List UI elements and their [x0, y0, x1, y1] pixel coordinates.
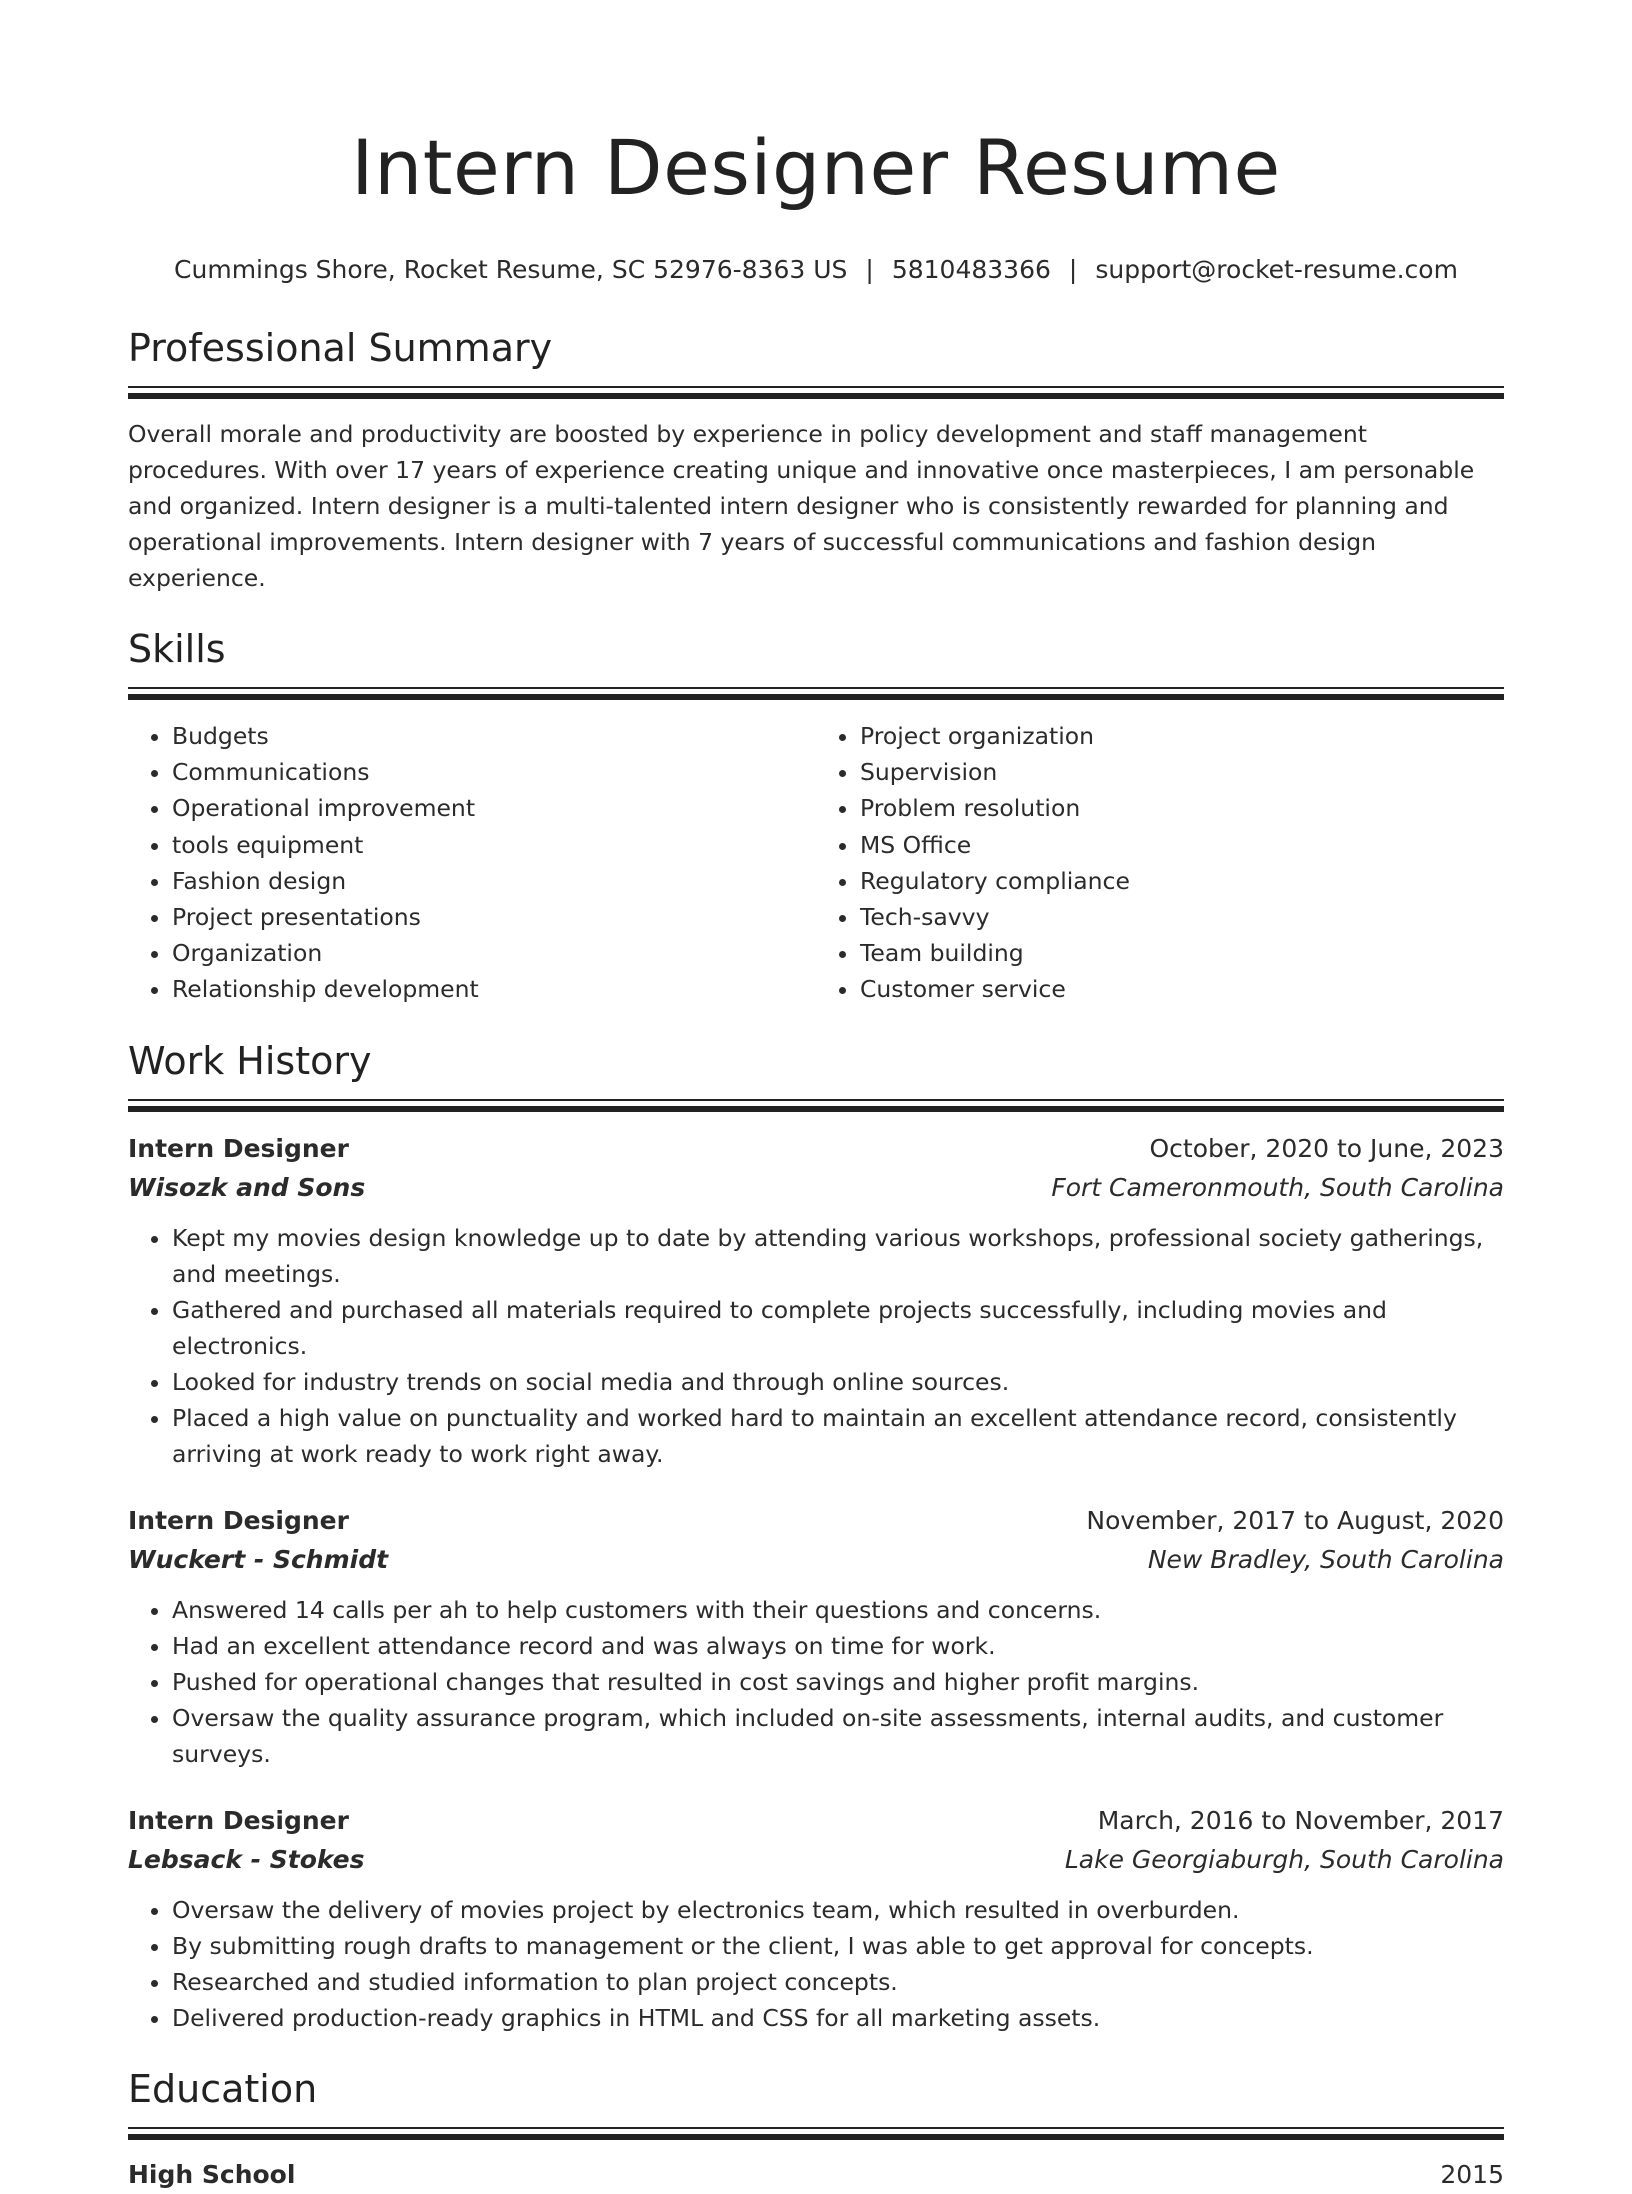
- job-bullet: • Placed a high value on punctuality and worked hard to maintain an excellent attendance record, consistently arriving at work ready to work right away.: [172, 1400, 1504, 1472]
- skill-item: • Problem resolution: [860, 790, 1504, 826]
- section-heading-education: Education: [128, 2066, 318, 2111]
- job-bullet: • Gathered and purchased all materials required to complete projects successfully, including movies and electronics.: [172, 1292, 1504, 1364]
- job-bullet: • Kept my movies design knowledge up to date by attending various workshops, professional society gatherings, and meetings.: [172, 1220, 1504, 1292]
- resume-title: Intern Designer Resume: [351, 123, 1281, 212]
- job-header-row: [128, 1130, 1504, 1168]
- job-bullet: • Looked for industry trends on social media and through online sources.: [172, 1364, 1504, 1400]
- job-bullets: [128, 1592, 1504, 1772]
- skills-list-right: [816, 718, 1504, 1008]
- section-divider: [128, 2127, 1504, 2140]
- section-divider: [128, 386, 1504, 399]
- skill-item: • Supervision: [860, 754, 1504, 790]
- summary-text: Overall morale and productivity are boosted by experience in policy development and staff management procedures. With over 17 years of experience creating unique and innovative once masterpieces, I am personable and organized. Intern designer is a multi-talented intern designer who is consistently rewarded for planning and operational improvements. Intern designer with 7 years of successful communications and fashion design experience.: [128, 420, 1475, 592]
- skill-item: • Project presentations: [172, 899, 816, 935]
- education-section: [128, 2064, 1504, 2194]
- section-heading-skills: Skills: [128, 627, 226, 671]
- job-bullet: • Researched and studied information to plan project concepts.: [172, 1964, 1504, 2000]
- job-company: Wisozk and Sons: [128, 1172, 366, 1202]
- job-title: Intern Designer: [128, 1133, 349, 1163]
- job-bullet: • By submitting rough drafts to management or the client, I was able to get approval for concepts.: [172, 1928, 1504, 1964]
- job-entry: [128, 1802, 1504, 2036]
- education-school: High School: [128, 2159, 296, 2189]
- contact-separator: |: [865, 255, 874, 284]
- section-heading-summary: Professional Summary: [128, 326, 553, 370]
- job-bullet: • Had an excellent attendance record and was always on time for work.: [172, 1628, 1504, 1664]
- job-entry: [128, 1130, 1504, 1472]
- job-bullet: • Oversaw the quality assurance program, which included on-site assessments, internal audits, and customer surveys.: [172, 1700, 1504, 1772]
- job-company: Wuckert - Schmidt: [128, 1544, 389, 1574]
- contact-email: support@rocket-resume.com: [1095, 255, 1458, 284]
- job-company-row: [128, 1540, 1504, 1580]
- contact-separator: |: [1068, 255, 1078, 284]
- job-bullet: • Pushed for operational changes that resulted in cost savings and higher profit margins.: [172, 1664, 1504, 1700]
- job-bullet: • Answered 14 calls per ah to help customers with their questions and concerns.: [172, 1592, 1504, 1628]
- job-dates: November, 2017 to August, 2020: [1086, 1505, 1504, 1535]
- job-dates: March, 2016 to November, 2017: [1097, 1805, 1504, 1835]
- job-location: Fort Cameronmouth, South Carolina: [1051, 1172, 1504, 1202]
- skill-item: • Operational improvement: [172, 790, 816, 826]
- job-title: Intern Designer: [128, 1505, 349, 1535]
- skill-item: • Tech-savvy: [860, 899, 1504, 935]
- job-company: Lebsack - Stokes: [128, 1844, 365, 1874]
- job-bullet: • Delivered production-ready graphics in HTML and CSS for all marketing assets.: [172, 2000, 1504, 2036]
- section-divider: [128, 1099, 1504, 1112]
- contact-address: Cummings Shore, Rocket Resume, SC 52976-8363 US: [174, 255, 848, 284]
- skill-item: • Communications: [172, 754, 816, 790]
- job-header-row: [128, 1502, 1504, 1540]
- skills-section: [128, 624, 1504, 1008]
- job-header-row: [128, 1802, 1504, 1840]
- education-year: 2015: [1440, 2159, 1504, 2189]
- job-location: New Bradley, South Carolina: [1147, 1544, 1504, 1574]
- section-divider: [128, 687, 1504, 700]
- section-heading-work-history: Work History: [128, 1038, 372, 1083]
- skill-item: • MS Office: [860, 827, 1504, 863]
- skill-item: • Budgets: [172, 718, 816, 754]
- job-bullets: [128, 1892, 1504, 2036]
- skills-list-left: [128, 718, 816, 1008]
- job-dates: October, 2020 to June, 2023: [1149, 1133, 1504, 1163]
- education-row: [128, 2156, 1504, 2194]
- skills-columns: [128, 718, 1504, 1008]
- skill-item: • Team building: [860, 935, 1504, 971]
- work-history-section: [128, 1036, 1504, 2036]
- skill-item: • tools equipment: [172, 827, 816, 863]
- job-bullets: [128, 1220, 1504, 1472]
- job-bullet: • Oversaw the delivery of movies project by electronics team, which resulted in overburden.: [172, 1892, 1504, 1928]
- skill-item: • Regulatory compliance: [860, 863, 1504, 899]
- job-title: Intern Designer: [128, 1805, 349, 1835]
- contact-line: [128, 252, 1504, 288]
- job-entry: [128, 1502, 1504, 1772]
- skill-item: • Project organization: [860, 718, 1504, 754]
- job-company-row: [128, 1840, 1504, 1880]
- skill-item: • Organization: [172, 935, 816, 971]
- skill-item: • Relationship development: [172, 971, 816, 1007]
- skill-item: • Fashion design: [172, 863, 816, 899]
- contact-phone: 5810483366: [891, 255, 1051, 284]
- job-company-row: [128, 1168, 1504, 1208]
- job-location: Lake Georgiaburgh, South Carolina: [1064, 1844, 1504, 1874]
- summary-section: [128, 323, 1504, 596]
- skill-item: • Customer service: [860, 971, 1504, 1007]
